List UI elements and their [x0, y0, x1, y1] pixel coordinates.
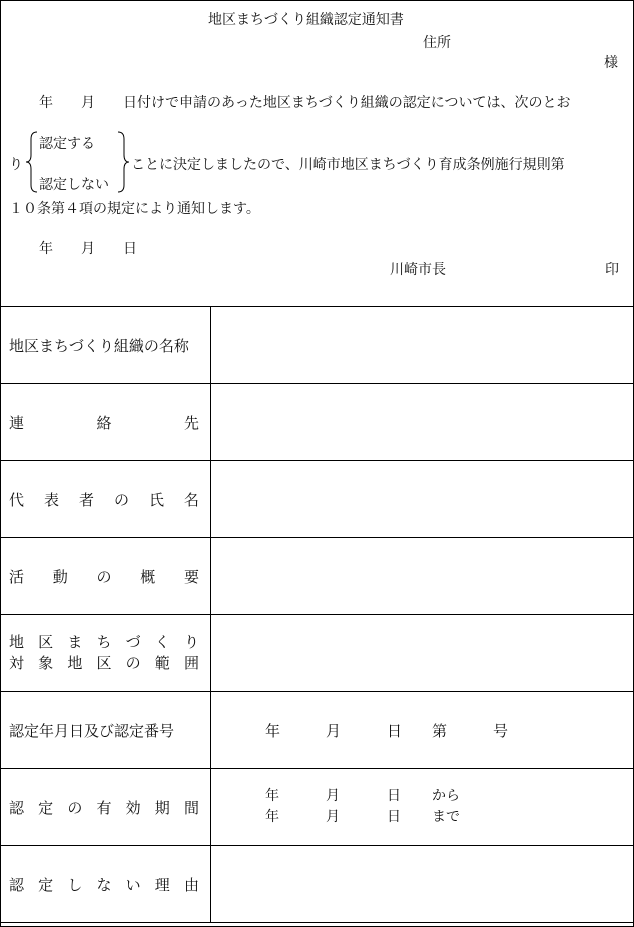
representative-value [211, 461, 634, 538]
seal-mark: 印 [605, 262, 619, 278]
left-brace [25, 131, 39, 193]
org-name-label: 地区まちづくり組織の名称 [1, 307, 211, 384]
org-name-value [211, 307, 634, 384]
table-row [1, 538, 634, 615]
address-label: 住所 [423, 35, 451, 51]
organization-info-table [0, 306, 634, 923]
denial-reason-label: 認 定 し な い 理 由 [1, 846, 211, 923]
contact-value [211, 384, 634, 461]
table-row [1, 769, 634, 846]
body-prefix: り [9, 157, 23, 173]
option-approve: 認定する [39, 136, 95, 152]
table-row [1, 461, 634, 538]
certification-date-number-label: 認定年月日及び認定番号 [1, 692, 211, 769]
target-area-value [211, 615, 634, 692]
mayor-title: 川崎市長 [390, 262, 446, 278]
table-row [1, 692, 634, 769]
certification-date-number-value: 年 月 日 第 号 [211, 692, 634, 769]
notice-header [1, 1, 633, 306]
denial-reason-value [211, 846, 634, 923]
body-line-3: １０条第４項の規定により通知します。 [9, 201, 260, 217]
contact-label: 連 絡 先 [1, 384, 211, 461]
activity-summary-value [211, 538, 634, 615]
body-line-2: ことに決定しましたので、川崎市地区まちづくり育成条例施行規則第 [131, 157, 565, 173]
table-row [1, 307, 634, 384]
body-line-1: 年 月 日付けで申請のあった地区まちづくり組織の認定については、次のとお [39, 95, 571, 111]
table-row [1, 846, 634, 923]
issue-date: 年 月 日 [39, 241, 137, 257]
option-deny: 認定しない [39, 177, 109, 193]
validity-period-label: 認 定 の 有 効 期 間 [1, 769, 211, 846]
table-row [1, 615, 634, 692]
table-row [1, 384, 634, 461]
activity-summary-label: 活 動 の 概 要 [1, 538, 211, 615]
validity-period-value: 年 月 日 から 年 月 日 まで [211, 769, 634, 846]
form-title: 地区まちづくり組織認定通知書 [208, 12, 404, 28]
honorific: 様 [604, 55, 618, 71]
representative-label: 代 表 者 の 氏 名 [1, 461, 211, 538]
right-brace [116, 131, 130, 193]
target-area-label: 地 区 ま ち づ く り 対 象 地 区 の 範 囲 [1, 615, 211, 692]
